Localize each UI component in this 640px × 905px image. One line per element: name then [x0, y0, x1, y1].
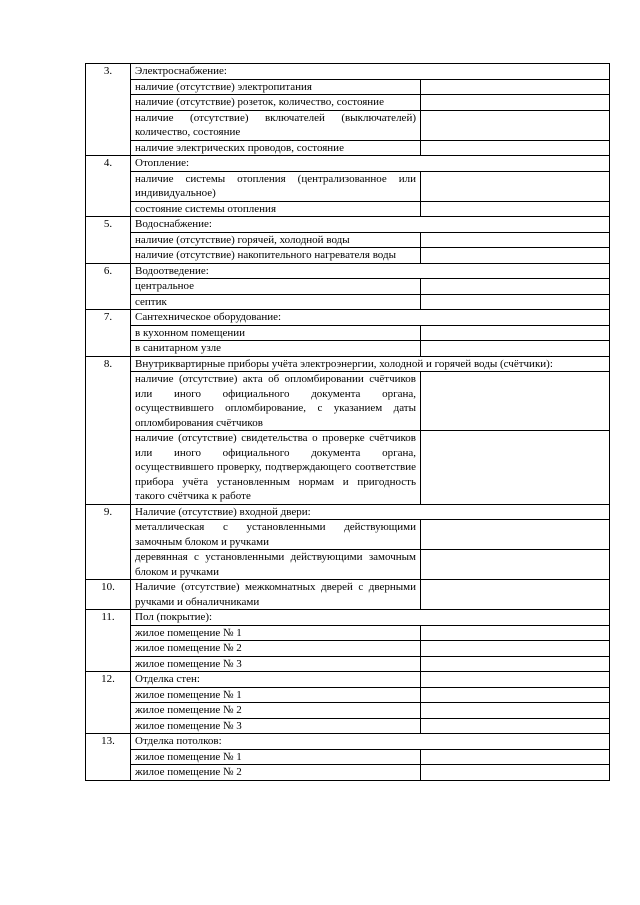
section-title-row [86, 580, 610, 610]
item-row [86, 765, 610, 781]
item-value-cell[interactable] [421, 550, 610, 580]
item-row [86, 279, 610, 295]
item-label: жилое помещение № 2 [131, 641, 421, 657]
section-title: Водоотведение: [131, 263, 610, 279]
item-label: жилое помещение № 1 [131, 749, 421, 765]
section-number: 11. [86, 610, 131, 672]
item-value-cell[interactable] [421, 232, 610, 248]
section-number: 7. [86, 310, 131, 357]
item-label: наличие (отсутствие) акта об опломбировании счётчиков или иного официального документа органа, осуществившего опломбирование, с указанием даты опломбирования счётчиков [131, 372, 421, 431]
item-row [86, 641, 610, 657]
section-number: 5. [86, 217, 131, 264]
item-value-cell[interactable] [421, 431, 610, 505]
section-number: 10. [86, 580, 131, 610]
item-value-cell[interactable] [421, 749, 610, 765]
item-value-cell[interactable] [421, 625, 610, 641]
inspection-form [85, 63, 609, 781]
item-value-cell[interactable] [421, 703, 610, 719]
item-row [86, 372, 610, 431]
section-title-row [86, 504, 610, 520]
section-number: 13. [86, 734, 131, 781]
item-row [86, 656, 610, 672]
item-label: наличие (отсутствие) включателей (выключателей) количество, состояние [131, 110, 421, 140]
item-value-cell[interactable] [421, 279, 610, 295]
section-title-row [86, 672, 610, 688]
section-title-row [86, 310, 610, 326]
item-label: жилое помещение № 2 [131, 703, 421, 719]
section-value-cell[interactable] [421, 672, 610, 688]
item-label: жилое помещение № 2 [131, 765, 421, 781]
item-label: наличие электрических проводов, состояние [131, 140, 421, 156]
item-value-cell[interactable] [421, 341, 610, 357]
section-title-row [86, 263, 610, 279]
item-row [86, 325, 610, 341]
section-title: Отделка потолков: [131, 734, 610, 750]
item-label: жилое помещение № 1 [131, 625, 421, 641]
item-value-cell[interactable] [421, 79, 610, 95]
item-value-cell[interactable] [421, 372, 610, 431]
item-label: наличие (отсутствие) электропитания [131, 79, 421, 95]
item-row [86, 171, 610, 201]
item-row [86, 520, 610, 550]
section-title-row [86, 356, 610, 372]
section-title-row [86, 64, 610, 80]
item-row [86, 625, 610, 641]
item-value-cell[interactable] [421, 520, 610, 550]
section-title-row [86, 156, 610, 172]
section-title-row [86, 217, 610, 233]
section-title: Отопление: [131, 156, 610, 172]
inspection-table-body [86, 64, 610, 781]
section-number: 8. [86, 356, 131, 504]
item-value-cell[interactable] [421, 687, 610, 703]
item-value-cell[interactable] [421, 718, 610, 734]
item-value-cell[interactable] [421, 325, 610, 341]
item-label: жилое помещение № 1 [131, 687, 421, 703]
item-row [86, 95, 610, 111]
section-number: 4. [86, 156, 131, 217]
section-title: Электроснабжение: [131, 64, 610, 80]
section-title: Водоснабжение: [131, 217, 610, 233]
item-label: металлическая с установленными действующими замочным блоком и ручками [131, 520, 421, 550]
item-row [86, 341, 610, 357]
section-title: Отделка стен: [131, 672, 421, 688]
item-value-cell[interactable] [421, 294, 610, 310]
item-value-cell[interactable] [421, 641, 610, 657]
item-row [86, 140, 610, 156]
item-label: жилое помещение № 3 [131, 656, 421, 672]
item-value-cell[interactable] [421, 656, 610, 672]
item-value-cell[interactable] [421, 95, 610, 111]
inspection-table [85, 63, 610, 781]
item-row [86, 431, 610, 505]
item-row [86, 718, 610, 734]
item-label: в кухонном помещении [131, 325, 421, 341]
section-number: 9. [86, 504, 131, 580]
section-title-row [86, 610, 610, 626]
section-number: 3. [86, 64, 131, 156]
item-label: наличие (отсутствие) горячей, холодной воды [131, 232, 421, 248]
item-row [86, 201, 610, 217]
item-label: наличие системы отопления (централизованное или индивидуальное) [131, 171, 421, 201]
section-title: Наличие (отсутствие) входной двери: [131, 504, 610, 520]
section-title: Наличие (отсутствие) межкомнатных дверей с дверными ручками и обналичниками [131, 580, 421, 610]
item-value-cell[interactable] [421, 201, 610, 217]
item-value-cell[interactable] [421, 171, 610, 201]
item-row [86, 232, 610, 248]
section-title: Сантехническое оборудование: [131, 310, 610, 326]
item-row [86, 687, 610, 703]
item-label: в санитарном узле [131, 341, 421, 357]
item-row [86, 248, 610, 264]
item-value-cell[interactable] [421, 140, 610, 156]
item-row [86, 703, 610, 719]
section-number: 12. [86, 672, 131, 734]
item-row [86, 79, 610, 95]
item-row [86, 550, 610, 580]
item-row [86, 294, 610, 310]
item-label: центральное [131, 279, 421, 295]
section-value-cell[interactable] [421, 580, 610, 610]
item-value-cell[interactable] [421, 765, 610, 781]
section-title-row [86, 734, 610, 750]
section-number: 6. [86, 263, 131, 310]
item-value-cell[interactable] [421, 248, 610, 264]
item-label: наличие (отсутствие) свидетельства о проверке счётчиков или иного официального документа органа, осуществившего проверку, подтверждающего соответствие прибора учёта установленным нормам и пригодность такого счётчика к работе [131, 431, 421, 505]
item-label: жилое помещение № 3 [131, 718, 421, 734]
item-label: септик [131, 294, 421, 310]
item-row [86, 749, 610, 765]
item-label: деревянная с установленными действующими замочным блоком и ручками [131, 550, 421, 580]
item-label: наличие (отсутствие) розеток, количество, состояние [131, 95, 421, 111]
section-title: Пол (покрытие): [131, 610, 610, 626]
item-row [86, 110, 610, 140]
item-label: состояние системы отопления [131, 201, 421, 217]
section-title: Внутриквартирные приборы учёта электроэнергии, холодной и горячей воды (счётчики): [131, 356, 610, 372]
item-value-cell[interactable] [421, 110, 610, 140]
item-label: наличие (отсутствие) накопительного нагревателя воды [131, 248, 421, 264]
